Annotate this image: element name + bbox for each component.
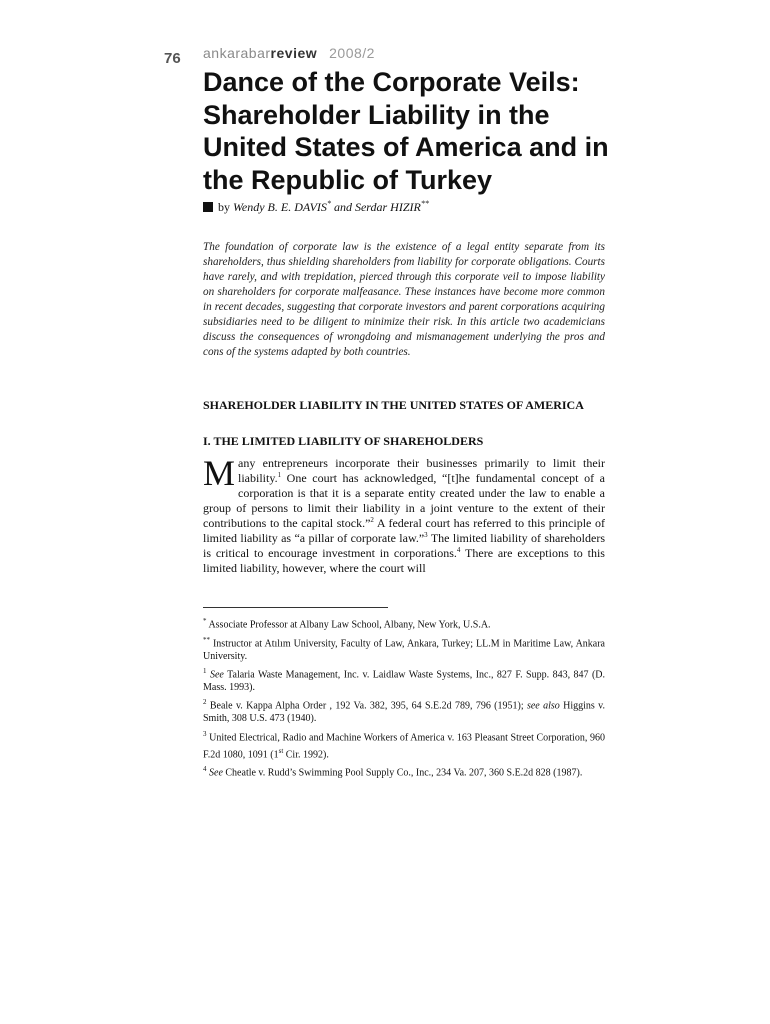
square-bullet-icon [203,202,213,212]
author-1-mark: * [326,199,331,208]
footnote-author-1 [203,615,605,632]
body-paragraph [203,453,605,576]
footnote-divider [203,607,388,608]
drop-cap: M [203,453,236,493]
body-text-2: One court has acknowledged, “[t]he fundamental concept of a corporation is that it is a separate entity created under the law to enable a group of persons to limit their liability in a joint venture to the extent of their contributions to the capital stock.” [203,471,605,530]
footnote-1 [203,665,605,694]
footnote-text: Cir. 1992). [283,748,329,760]
body-text-1: any entrepreneurs incorporate their businesses primarily to limit their liability. [238,456,605,485]
footnote-text: Higgins v. Smith, 308 U.S. 473 (1940). [203,700,605,725]
footnote-mark: 1 [203,667,207,676]
article-title: Dance of the Corporate Veils: Shareholder Liability in the United States of America and in the Republic of Turkey [203,67,609,195]
body-text-4: The limited liability of shareholders is critical to encourage investment in corporations. [203,531,605,560]
author-1: Wendy B. E. DAVIS [233,200,327,214]
abstract: The foundation of corporate law is the existence of a legal entity separate from its shareholders, thus shielding shareholders from liability for corporate obligations. Courts have rarely, and with trepidation, pierced through this corporate veil to impose liability on shareholders for corporate malfeasance. These instances have become more common in recent decades, suggesting that corporate investors and parent corporations acquiring subsidiaries need to be diligent to minimize their risk. In this article two academicians discuss the consequences of wrongdoing and mismanagement underlying the pros and cons of the systems adapted by both countries. [203,241,605,358]
page-number: 76 [164,50,181,67]
journal-name [203,45,375,61]
journal-name-part1: ankarabar [203,45,271,61]
footnote-author-2 [203,634,605,663]
footnote-signal: see also [526,700,560,712]
footnote-2 [203,696,605,725]
footnote-text: Cheatle v. Rudd’s Swimming Pool Supply Co., Inc., 234 Va. 207, 360 S.E.2d 828 (1987). [222,767,583,779]
body-text-5: There are exceptions to this limited liability, however, where the court will [203,546,605,575]
footnote-mark: 4 [203,765,207,774]
footnote-mark: 3 [203,729,207,738]
byline [203,199,429,215]
issue-number: 2008/2 [329,45,375,61]
footnote-text: Beale v. Kappa Alpha Order , 192 Va. 382, 395, 64 S.E.2d 789, 796 (1951); [206,700,527,712]
footnote-text: United Electrical, Radio and Machine Workers of America v. 163 Pleasant Street Corporation, 960 F.2d 1080, 1091 (1 [203,732,605,760]
body-text-3: A federal court has referred to this principle of limited liability as “a pillar of corporate law.” [203,516,605,545]
footnote-mark: 2 [203,698,207,707]
subsection-heading: I. THE LIMITED LIABILITY OF SHAREHOLDERS [203,434,484,448]
footnote-ref-3[interactable]: 3 [424,531,428,539]
footnote-ref-1[interactable]: 1 [277,471,282,479]
author-2-mark: ** [420,199,429,208]
author-2: and Serdar HIZIR [333,200,421,214]
footnote-mark: ** [203,635,210,644]
footnote-4 [203,763,605,780]
footnote-text: Associate Professor at Albany Law School, Albany, New York, U.S.A. [206,619,491,631]
footnote-ref-2[interactable]: 2 [370,516,374,524]
footnote-3 [203,728,605,762]
footnote-text: Instructor at Atılım University, Faculty of Law, Ankara, Turkey; LL.M in Maritime Law, Ankara University. [203,638,605,662]
footnotes [203,615,605,782]
footnote-signal: See [209,767,223,779]
ordinal-suffix: st [278,746,284,755]
footnote-mark: * [203,617,207,625]
byline-prefix: by [218,200,230,214]
footnote-signal: See [209,669,224,681]
section-heading: SHAREHOLDER LIABILITY IN THE UNITED STATES OF AMERICA [203,398,584,412]
journal-name-part2: review [270,45,318,61]
footnote-text: Talaria Waste Management, Inc. v. Laidlaw Waste Systems, Inc., 827 F. Supp. 843, 847 (D. Mass. 1993). [203,669,606,693]
footnote-ref-4[interactable]: 4 [456,546,461,554]
